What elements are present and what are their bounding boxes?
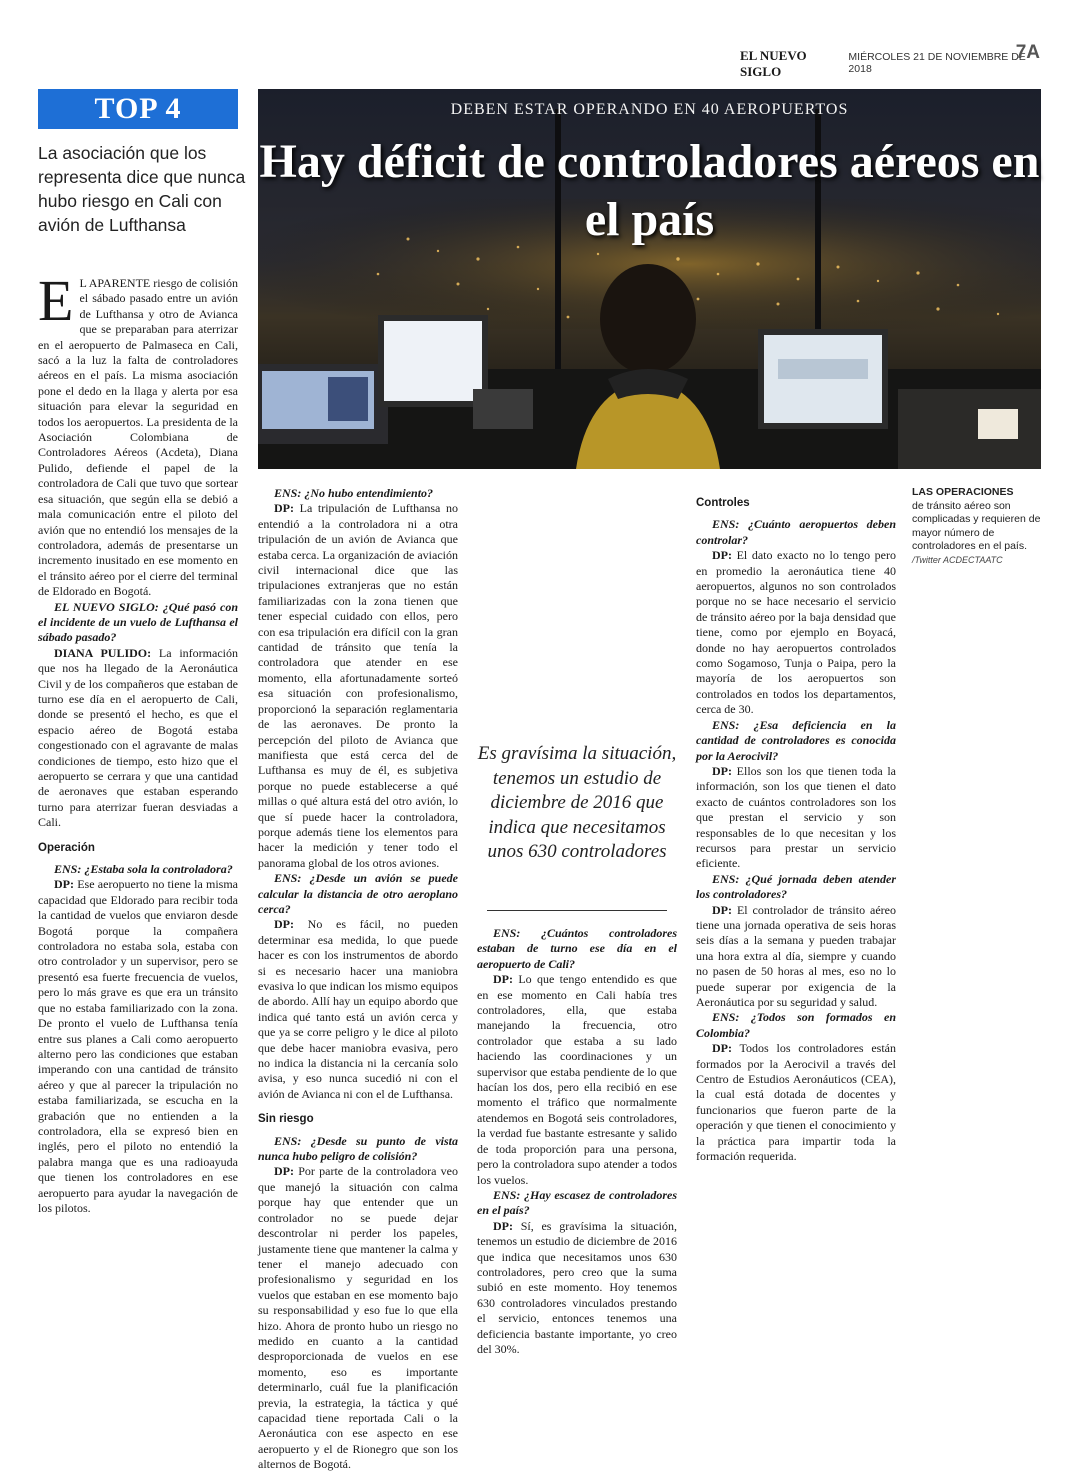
speaker: DIANA PULIDO: <box>54 645 152 660</box>
answer: DP: El dato exacto no lo tengo pero en promedio la aeronáutica tiene 40 aeropuertos, algunos no son controlados porque no se hace necesario el servicio de tránsito aéreo por la baja densidad que tiene, como por ejemplo en Boyacá, donde no hay aeropuertos controlados como Sogamoso, Tunja o Paipa, pero la mayoría de los aeropuertos son controlados en todos los departamentos, cerca de 30. <box>696 548 896 717</box>
issue-date: MIÉRCOLES 21 DE NOVIEMBRE DE 2018 <box>848 51 1026 75</box>
caption-text: de tránsito aéreo son complicadas y requieren de mayor número de controladores en el país. <box>912 499 1041 552</box>
speaker: DP: <box>493 972 513 987</box>
answer: DP: La tripulación de Lufthansa no entendió a la controladora ni a otra tripulación de un avión de Avianca que estaba cerca. La organización de aviación civil internacional dice que las tripulaciones extranjeras que no están familiarizadas con la zona tienen que tener especial cuidado con ellos, pero con esa tripulación era difícil con la gran cantidad de tránsito que tenía la controladora que atender en ese momento, ella afortunadamente sorteó esa situación con profesionalismo, proporcionó la separación reglamentaria de las aeronaves. De pronto la percepción del piloto de Avianca que manifiesta que está cerca del de Lufthansa es muy de él, es subjetiva porque no puede establecerse a qué millas o qué altura está del otro avión, lo que sí puede hacer la controladora, porque además tiene los elementos para hacer la medición y tener todo el panorama global de los otros aviones. <box>258 501 458 870</box>
speaker: DP: <box>712 548 732 563</box>
answer: DP: Ese aeropuerto no tiene la misma capacidad que Eldorado para recibir toda la cantidad de vuelos que enviaron desde Bogotá porque la compañera controladora no estaba sola, estaba con otro controlador y un supervisor, pero se presentó esa fuerte frecuencia de vuelos, pero lo más grave es que era un tránsito que no estaba familiarizado con la zona. De pronto el vuelo de Lufthansa tenía entre sus planes a Cali como aeropuerto alterno pero las condiciones que estaban imperando con una cantidad de tránsito aéreo y que al parecer la tripulación no estaba familiarizada, se escucha en la grabación que no entienden a la controladora, ella se expresó bien en inglés, pero el piloto no entendió la palabra manga que es una radioayuda que tienen los controladores en ese aeropuerto para ayudar la navegación de los pilotos. <box>38 877 238 1215</box>
question: ENS: ¿Todos son formados en Colombia? <box>696 1010 896 1040</box>
photo-credit: /Twitter ACDECTAATC <box>912 554 1003 565</box>
question: EL NUEVO SIGLO: ¿Qué pasó con el incidente de un vuelo de Lufthansa el sábado pasado? <box>38 599 238 645</box>
masthead <box>740 42 1040 79</box>
question: ENS: ¿Cuántos controladores estaban de turno ese día en el aeropuerto de Cali? <box>477 926 677 971</box>
question: ENS: ¿No hubo entendimiento? <box>274 486 434 500</box>
subheadline: La asociación que los representa dice que nunca hubo riesgo en Cali con avión de Lufthansa <box>38 143 246 235</box>
pull-quote-rule <box>487 910 667 911</box>
answer: DP: El controlador de tránsito aéreo tiene una jornada operativa de seis horas seis días a la semana y pueden trabajar una hora extra al día, siempre y cuando no pasen de 50 horas al mes, eso no lo puede superar por exigencia de la Aeronáutica por su seguridad y salud. <box>696 902 896 1009</box>
answer: DP: Sí, es gravísima la situación, tenemos un estudio de diciembre de 2016 que indica que necesitamos unos 630 controladores, pero creo que la suma subió en este momento. Hoy tenemos 630 controladores vinculados prestando el servicio, entonces tenemos una deficiencia bastante importante, yo creo del 30%. <box>477 1218 677 1356</box>
answer: DP: No es fácil, no pueden determinar esa medida, lo que puede hacer es con los instrumentos de abordo si es necesario hacer una maniobra evasiva lo que indican los mismo equipos de abordo. Allí hay un equipo abordo que indica qué tanto está un avión cerca y que ya se corre peligro y le dice al piloto que debe hacer maniobra evasiva, pero no indica la distancia ni la cercanía solo avisa, y eso nunca sucedió ni con el avión de Avianca ni con el de Lufthansa. <box>258 917 458 1101</box>
speaker: DP: <box>274 1164 294 1179</box>
question: ENS: ¿Desde su punto de vista nunca hubo peligro de colisión? <box>258 1133 458 1164</box>
section-heading: Sin riesgo <box>258 1113 314 1126</box>
speaker: DP: <box>712 902 732 917</box>
answer: DIANA PULIDO: La información que nos ha llegado de la Aeronáutica Civil y de los compañeros que estaban de turno ese día en el aeropuerto de Cali, donde se presentó el hecho, es que el espacio aéreo de Bogotá estaba congestionado con el agravante de malas condiciones de tiempo, esto hizo que el aeropuerto se cerrara y que una cantidad de aeronaves que estaban esperando turno para aterrizar fueran desviadas a Cali. <box>38 645 238 830</box>
section-badge: TOP 4 <box>38 89 238 129</box>
question: ENS: ¿Qué jornada deben atender los controladores? <box>696 871 896 902</box>
section-heading: Operación <box>38 841 95 854</box>
speaker: DP: <box>54 877 74 892</box>
question: ENS: ¿Cuánto aeropuertos deben controlar? <box>696 517 896 547</box>
drop-cap: E <box>38 268 74 333</box>
article-column-1 <box>38 268 238 1216</box>
speaker: DP: <box>712 763 732 778</box>
question: ENS: ¿Estaba sola la controladora? <box>54 862 233 877</box>
article-lead: L APARENTE riesgo de colisión el sábado pasado entre un avión de Lufthansa y otro de Avianca que se preparaban para aterrizar en el aeropuerto de Palmaseca en Cali, sacó a la luz la falta de controladores aéreos en el país. La misma asociación pone el dedo en la llaga y alerta por esa situación para elevar la seguridad en todos los aeropuertos. La presidenta de la Asociación Colombiana de Controladores Aéreos (Acdeta), Diana Pulido, defiende el papel de la controladora de Cali que tuvo que sortear esa situación, que según ella se debió a mala comunicación entre el piloto del avión que no entendió los mensajes de la controladora, además de presentarse un incremento inusitado en ese momento en el tránsito aéreo por el cierre del terminal de Eldorado en Bogotá. <box>38 276 238 599</box>
section-heading: Controles <box>696 497 750 509</box>
speaker: DP: <box>274 501 294 516</box>
speaker: DP: <box>274 917 294 932</box>
photo-caption <box>912 486 1042 567</box>
lead-photo <box>258 89 1041 469</box>
pull-quote: Es gravísima la situación, tenemos un estudio de diciembre de 2016 que indica que necesitamos unos 630 controladores <box>477 743 677 862</box>
newspaper-name: EL NUEVO SIGLO <box>740 48 807 79</box>
question: ENS: ¿Desde un avión se puede calcular la distancia de otro aeroplano cerca? <box>258 871 458 916</box>
question: ENS: ¿Esa deficiencia en la cantidad de controladores es conocida por la Aerocivil? <box>696 717 896 763</box>
article-column-2 <box>258 486 458 1473</box>
article-column-3 <box>477 926 677 1357</box>
answer: DP: Ellos son los que tienen toda la información, son los que tienen el dato exacto de cuántos controladores son los que prestan el servicio y son responsables de lo que necesitan y los recursos para prestar un servicio eficiente. <box>696 763 896 871</box>
answer: DP: Todos los controladores están formados por la Aerocivil a través del Centro de Estudios Aeronáuticos (CEA), la cual está dotada de docentes y funcionarios que fueron parte de la operación y que tienen el conocimiento y la práctica para impartir toda la formación requerida. <box>696 1041 896 1164</box>
answer: DP: Por parte de la controladora veo que manejó la situación con calma porque hay que entender que un controlador no se puede dejar descontrolar ni perder los papeles, justamente tiene que mantener la calma y tener el manejo adecuado con profesionalismo y seguridad en los vuelos que estaban en ese momento bajo su responsabilidad y eso fue lo que ella hizo. Ahora de pronto hubo un riesgo no medido en cuanto a la cantidad desproporcionada de vuelos en ese momento, eso es importante determinarlo, cuál fue la planificación previa, la estrategia, la táctica y qué capacidad tiene reportada Cali o la Aeronáutica con ese aspecto en ese aeropuerto y el de Rionegro que son los alternos de Bogotá. <box>258 1164 458 1472</box>
answer: DP: Lo que tengo entendido es que en ese momento en Cali había tres controladores, ella, que estaba manejando la frecuencia, otro controlador que estaba a su lado haciendo las coordinaciones y un supervisor que estaba pendiente de lo que hacían los dos, pero ella recibió en ese momento el tráfico que normalmente atendemos en Bogotá seis controladores, la verdad fue bastante estresante y salido de toda proporción para una persona, pero la controladora supo atender a todos los vuelos. <box>477 972 677 1187</box>
question: ENS: ¿Hay escasez de controladores en el país? <box>477 1187 677 1218</box>
main-headline: Hay déficit de controladores aéreos en el país <box>259 135 1040 246</box>
speaker: DP: <box>493 1218 513 1233</box>
article-column-4 <box>696 486 896 1164</box>
caption-title: LAS OPERACIONES <box>912 486 1014 498</box>
speaker: DP: <box>712 1041 732 1056</box>
page-number: 7A <box>1015 42 1040 63</box>
headline-kicker: DEBEN ESTAR OPERANDO EN 40 AEROPUERTOS <box>450 101 849 118</box>
